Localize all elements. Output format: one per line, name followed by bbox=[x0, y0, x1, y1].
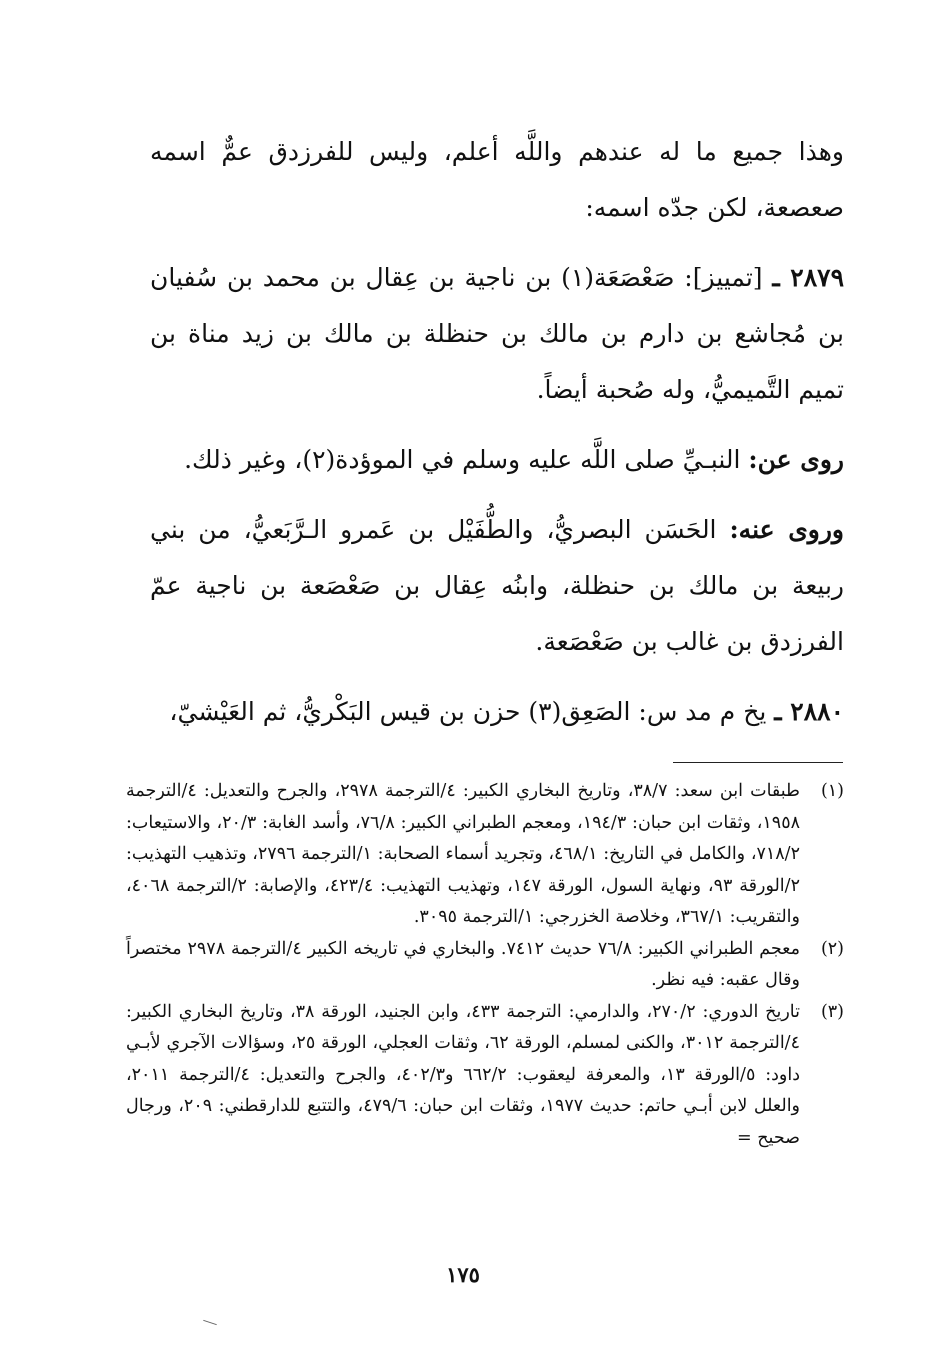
footnote-text: طبقات ابن سعد: ٣٨/٧، وتاريخ البخاري الكبير: ٤/الترجمة ٢٩٧٨، والجرح والتعديل: ٤/الترجمة ١٩٥٨، وثقات ابن حبان: ١٩٤/٣، ومعجم الطبراني الكبير: ٧٦/٨، وأسد الغابة: ٢٠/٣، والاستيعاب: ٧١٨/٢، والكامل في التاريخ: ٤٦٨/١، وتجريد أسماء الصحابة: ١/الترجمة ٢٧٩٦، وتذهيب التهذيب: ٢/الورقة ٩٣، ونهاية السول، الورقة ١٤٧، وتهذيب التهذيب: ٤٢٣/٤، والإصابة: ٢/الترجمة ٤٠٦٨، والتقريب: ٣٦٧/١، وخلاصة الخزرجي: ١/الترجمة ٣٠٩٥. bbox=[126, 781, 800, 927]
narrated-by-text: الحَسَن البصريُّ، والطُّفَيْل بن عَمرو الـرَّبَعيُّ، من بني ربيعة بن مالك بن حنظلة، وابنُه عِقال بن صَعْصَعة بن ناجية عمّ الفرزدق بن غالب بن صَعْصَعة. bbox=[150, 515, 844, 656]
intro-text: وهذا جميع ما له عندهم واللَّه أعلم، وليس للفرزدق عمٌّ اسمه صعصعة، لكن جدّه اسمه: bbox=[150, 137, 844, 222]
main-text bbox=[150, 124, 844, 754]
footnotes bbox=[126, 776, 844, 1154]
intro-paragraph bbox=[150, 124, 844, 236]
narrated-by-paragraph bbox=[150, 502, 844, 670]
narrated-from-label: روى عن: bbox=[748, 445, 844, 474]
entry-2879 bbox=[150, 250, 844, 418]
page-number: ١٧٥ bbox=[446, 1262, 480, 1287]
entry-number: ٢٨٨٠ ـ bbox=[774, 697, 844, 726]
footnote-divider bbox=[673, 762, 843, 763]
entry-number: ٢٨٧٩ ـ bbox=[772, 263, 844, 292]
footnote-number: (١) bbox=[820, 781, 844, 801]
footnote bbox=[126, 934, 844, 997]
narrated-from-text: النبـيِّ صلى اللَّه عليه وسلم في الموؤدة(٢)، وغير ذلك. bbox=[184, 445, 741, 474]
footnote-text: تاريخ الدوري: ٢٧٠/٢، والدارمي: الترجمة ٤٣٣، وابن الجنيد، الورقة ٣٨، وتاريخ البخاري الكبير: ٤/الترجمة ٣٠١٢، والكنى لمسلم، الورقة ٦٢، وثقات العجلي، الورقة ٢٥، وسؤالات الآجري لأبـي داود: ٥/الورقة ١٣، والمعرفة ليعقوب: ٦٦٢/٢ و٤٠٢/٣، والجرح والتعديل: ٤/الترجمة ٢٠١١، والعلل لابن أبـي حاتم: حديث ١٩٧٧، وثقات ابن حبان: ٤٧٩/٦، والتتبع للدارقطني: ٢٠٩، ورجال صحيح = bbox=[126, 1001, 801, 1148]
entry-text: [تمييز]: صَعْصَعَة(١) بن ناجية بن عِقال بن محمد بن سُفيان بن مُجاشع بن دارم بن مالك بن حنظلة بن مالك بن زيد مناة بن تميم التَّميميُّ، وله صُحبة أيضاً. bbox=[150, 263, 844, 404]
entry-2880 bbox=[150, 684, 844, 740]
footnote-text: معجم الطبراني الكبير: ٧٦/٨ حديث ٧٤١٢. والبخاري في تاريخه الكبير ٤/الترجمة ٢٩٧٨ مختصراً وقال عقبه: فيه نظر. bbox=[126, 938, 800, 990]
entry-text: يخ م مد س: الصَعِق(٣) حزن بن قيس البَكْريُّ، ثم العَيْشيّ، bbox=[169, 697, 767, 726]
narrated-from-paragraph bbox=[150, 432, 844, 488]
narrated-by-label: وروى عنه: bbox=[729, 515, 844, 544]
footnote bbox=[126, 997, 844, 1155]
footnote-number: (٣) bbox=[820, 1001, 844, 1022]
footnote bbox=[126, 776, 844, 934]
footnote-number: (٢) bbox=[820, 938, 844, 959]
scan-mark bbox=[203, 1320, 217, 1325]
